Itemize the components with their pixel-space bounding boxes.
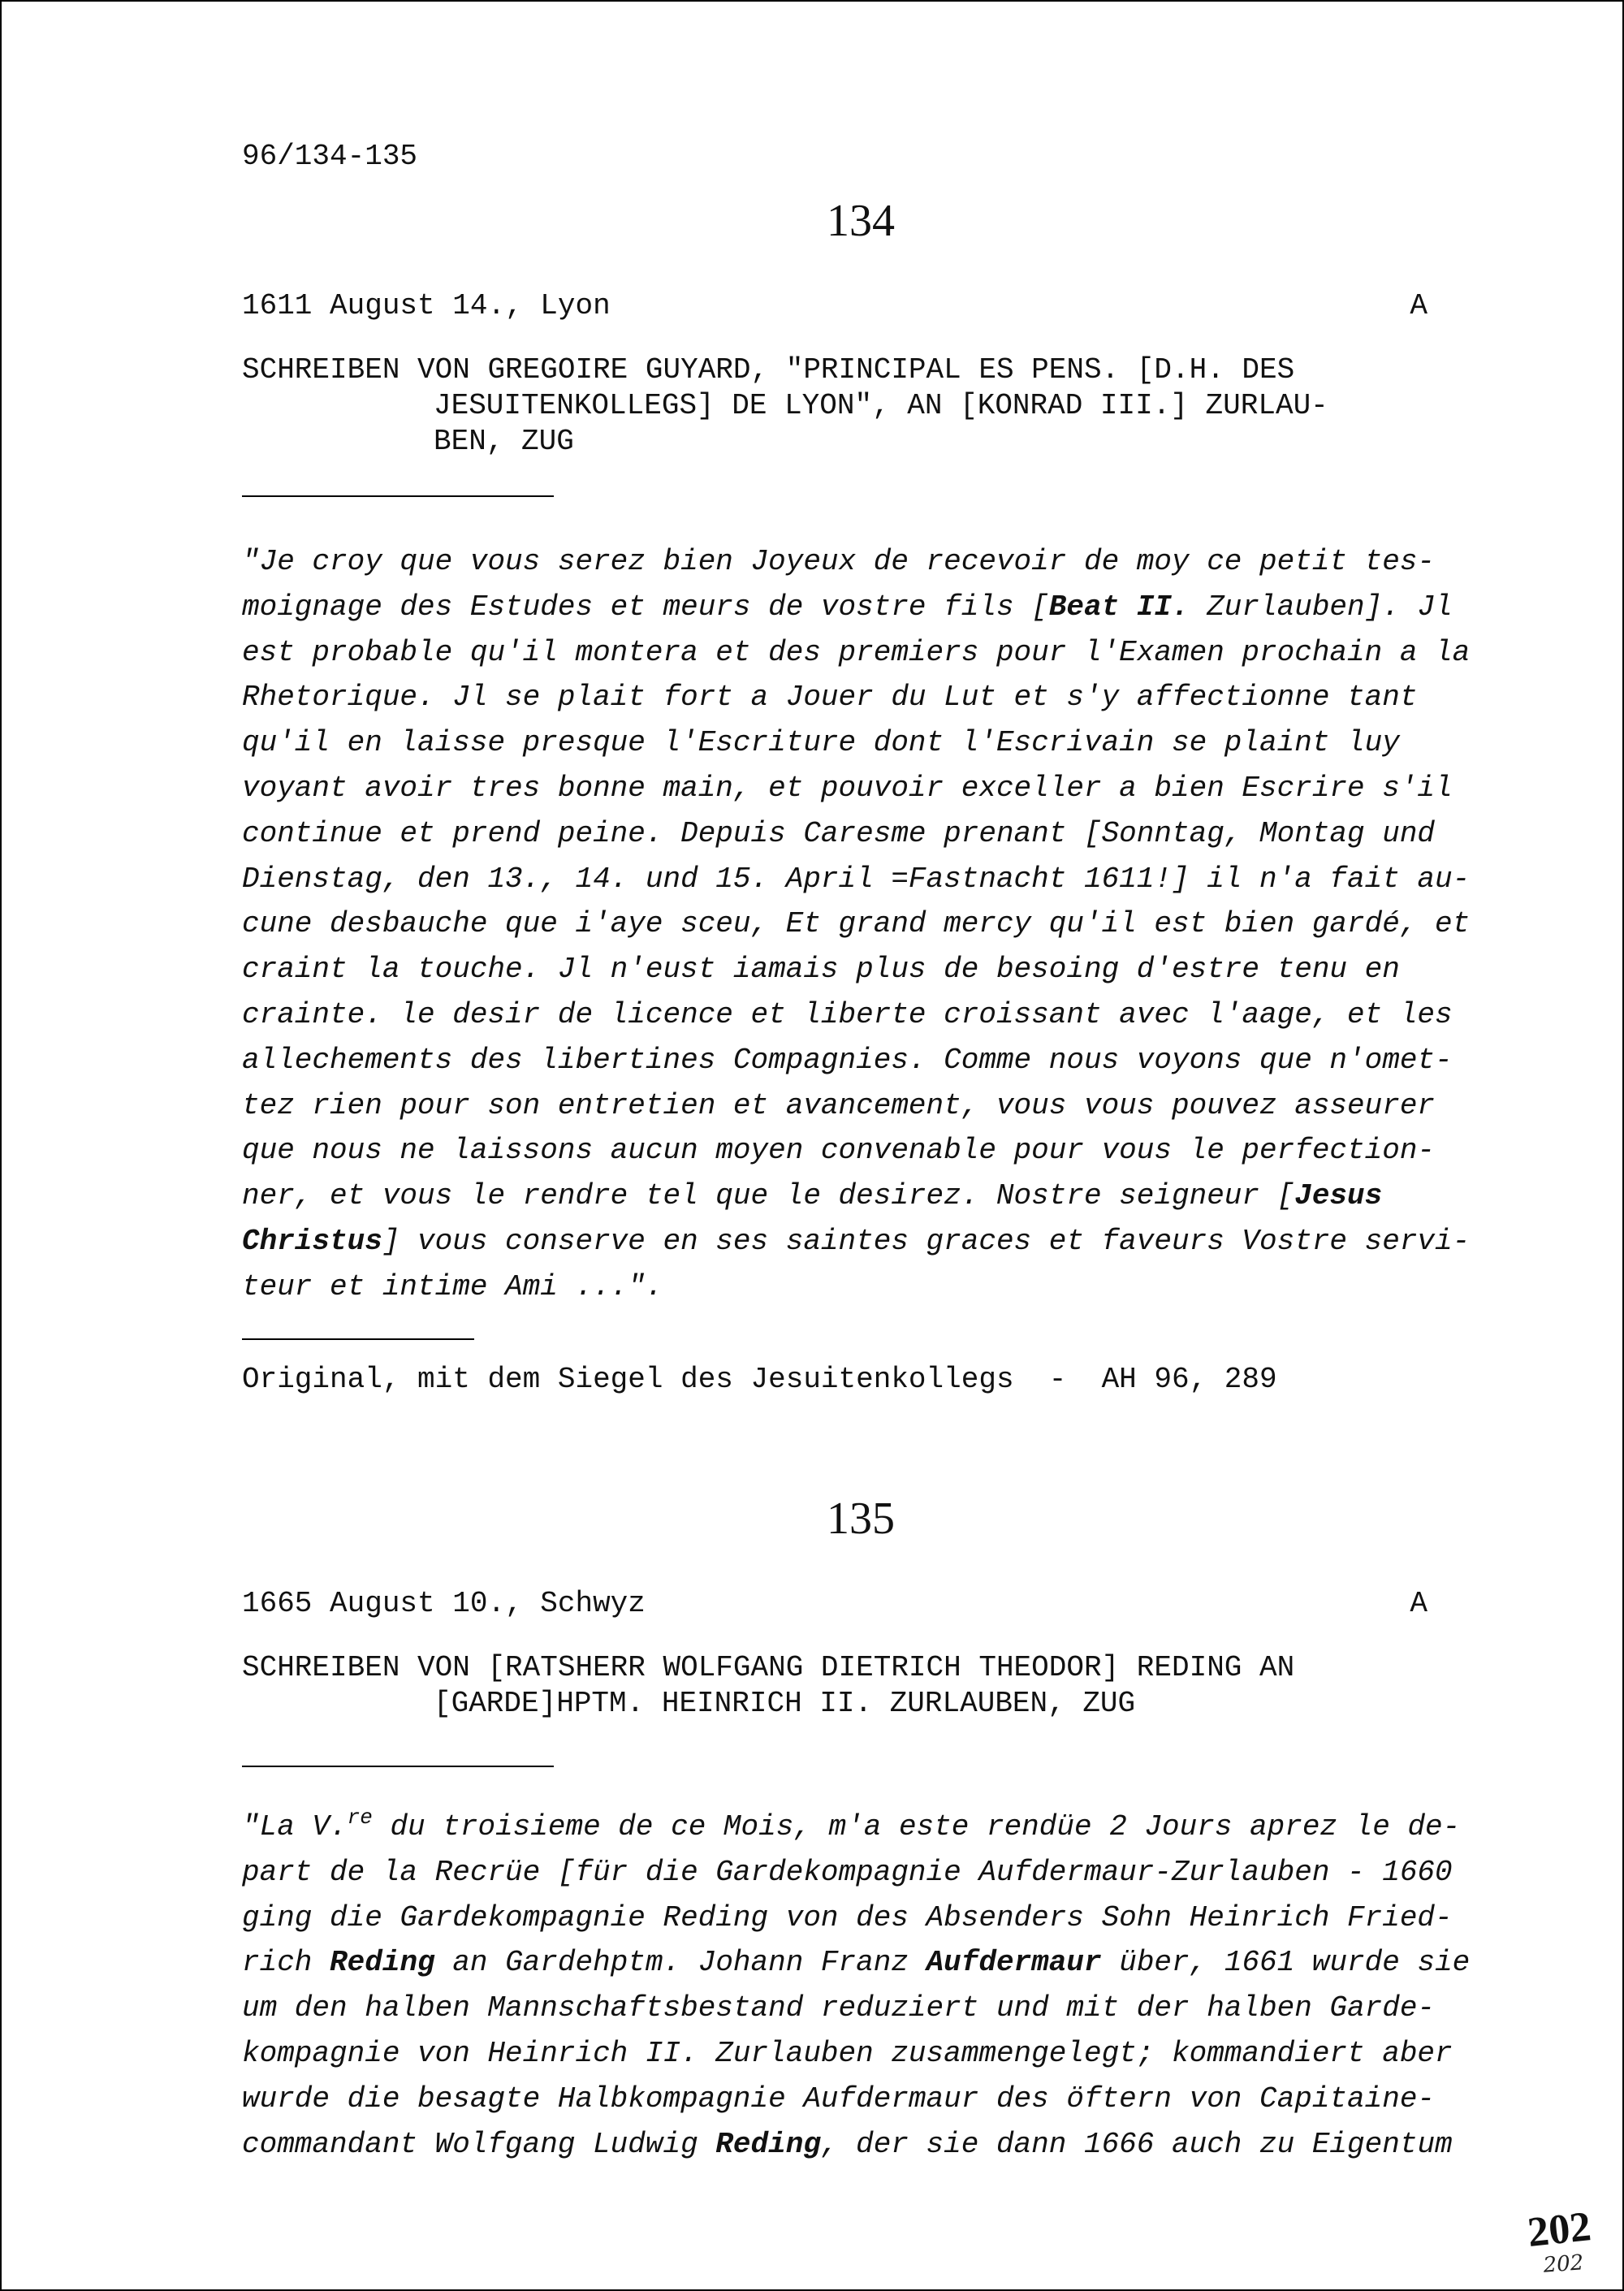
grade-134: A bbox=[1410, 289, 1427, 322]
folio-stamp: 202 bbox=[1525, 2203, 1594, 2257]
date-line-134 bbox=[242, 289, 1427, 322]
document-title-135 bbox=[242, 1650, 1444, 1722]
text-line: wurde die besagte Halbkompagnie Aufdermaur des öftern von Capitaine- bbox=[242, 2081, 1436, 2116]
bold-name: Jesus bbox=[1294, 1179, 1383, 1213]
bold-name: Beat II. bbox=[1048, 590, 1190, 624]
title-line: BEN, ZUG bbox=[434, 425, 574, 458]
divider-rule bbox=[242, 1766, 554, 1767]
text-line: "Je croy que vous serez bien Joyeux de recevoir de moy ce petit tes- bbox=[242, 545, 1436, 578]
text-line: Christus] vous conserve en ses saintes graces et faveurs Vostre servi- bbox=[242, 1224, 1471, 1258]
text-line: voyant avoir tres bonne main, et pouvoir exceller a bien Escrire s'il bbox=[242, 771, 1453, 805]
folio-mark-icon bbox=[1522, 2201, 1603, 2282]
text-line: Dienstag, den 13., 14. und 15. April =Fastnacht 1611!] il n'a fait au- bbox=[242, 862, 1471, 896]
divider-rule bbox=[242, 495, 554, 497]
text-line: que nous ne laissons aucun moyen convenable pour vous le perfection- bbox=[242, 1134, 1436, 1168]
text-line: Rhetorique. Jl se plait fort a Jouer du Lut et s'y affectionne tant bbox=[242, 681, 1418, 715]
page-reference: 96/134-135 bbox=[242, 140, 418, 173]
text-line: est probable qu'il montera et des premiers pour l'Examen prochain a la bbox=[242, 635, 1471, 669]
title-line: [GARDE]HPTM. HEINRICH II. ZURLAUBEN, ZUG bbox=[434, 1687, 1136, 1720]
text-line: crainte. le desir de licence et liberte croissant avec l'aage, et les bbox=[242, 997, 1453, 1031]
text-line: moignage des Estudes et meurs de vostre fils [Beat II. Zurlauben]. Jl bbox=[242, 590, 1453, 624]
text-line: part de la Recrüe [für die Gardekompagnie Aufdermaur-Zurlauben - 1660 bbox=[242, 1855, 1453, 1889]
letter-text-135 bbox=[242, 1805, 1492, 2167]
bold-name: Aufdermaur bbox=[926, 1946, 1102, 1980]
document-number-134: 134 bbox=[827, 196, 895, 246]
text-line: tez rien pour son entretien et avancement, vous vous pouvez asseurer bbox=[242, 1088, 1436, 1122]
text-line: craint la touche. Jl n'eust iamais plus de besoing d'estre tenu en bbox=[242, 953, 1400, 987]
title-line: SCHREIBEN VON [RATSHERR WOLFGANG DIETRICH THEODOR] REDING AN bbox=[242, 1651, 1295, 1684]
text-line: qu'il en laisse presque l'Escriture dont l'Escrivain se plaint luy bbox=[242, 726, 1400, 760]
text-line: ging die Gardekompagnie Reding von des Absenders Sohn Heinrich Fried- bbox=[242, 1900, 1453, 1934]
text-line: allechements des libertines Compagnies. Comme nous voyons que n'omet- bbox=[242, 1043, 1453, 1077]
grade-135: A bbox=[1410, 1587, 1427, 1620]
title-line: JESUITENKOLLEGS] DE LYON", AN [KONRAD III.] ZURLAU- bbox=[434, 389, 1328, 422]
text-line: ner, et vous le rendre tel que le desirez. Nostre seigneur [Jesus bbox=[242, 1179, 1383, 1213]
bold-name: Reding bbox=[330, 1946, 435, 1980]
bold-name: Reding bbox=[715, 2127, 821, 2161]
superscript: re bbox=[347, 1805, 373, 1830]
text-line: kompagnie von Heinrich II. Zurlauben zusammengelegt; kommandiert aber bbox=[242, 2036, 1453, 2070]
date-place-135: 1665 August 10., Schwyz bbox=[242, 1587, 646, 1620]
source-note-134: Original, mit dem Siegel des Jesuitenkollegs - AH 96, 289 bbox=[242, 1363, 1277, 1396]
text-line: continue et prend peine. Depuis Caresme prenant [Sonntag, Montag und bbox=[242, 816, 1436, 850]
date-line-135 bbox=[242, 1587, 1427, 1620]
letter-text-134 bbox=[242, 539, 1492, 1310]
bold-name: Christus bbox=[242, 1224, 382, 1258]
document-title-134 bbox=[242, 352, 1444, 460]
document-number-135: 135 bbox=[827, 1493, 895, 1544]
text-line: um den halben Mannschaftsbestand reduziert und mit der halben Garde- bbox=[242, 1991, 1436, 2025]
text-line: commandant Wolfgang Ludwig Reding, der sie dann 1666 auch zu Eigentum bbox=[242, 2127, 1453, 2161]
text-line: cune desbauche que i'aye sceu, Et grand mercy qu'il est bien gardé, et bbox=[242, 907, 1471, 941]
date-place-134: 1611 August 14., Lyon bbox=[242, 289, 611, 322]
title-line: SCHREIBEN VON GREGOIRE GUYARD, "PRINCIPAL ES PENS. [D.H. DES bbox=[242, 353, 1295, 387]
text-line: rich Reding an Gardehptm. Johann Franz Aufdermaur über, 1661 wurde sie bbox=[242, 1946, 1471, 1980]
text-line: teur et intime Ami ...". bbox=[242, 1269, 663, 1303]
text-line: "La V.$^{re}$ du troisieme de ce Mois, m'a este rendüe 2 Jours aprez le de- bbox=[242, 1805, 1461, 1844]
divider-rule bbox=[242, 1338, 474, 1340]
folio-handwritten: 202 bbox=[1542, 2250, 1585, 2278]
